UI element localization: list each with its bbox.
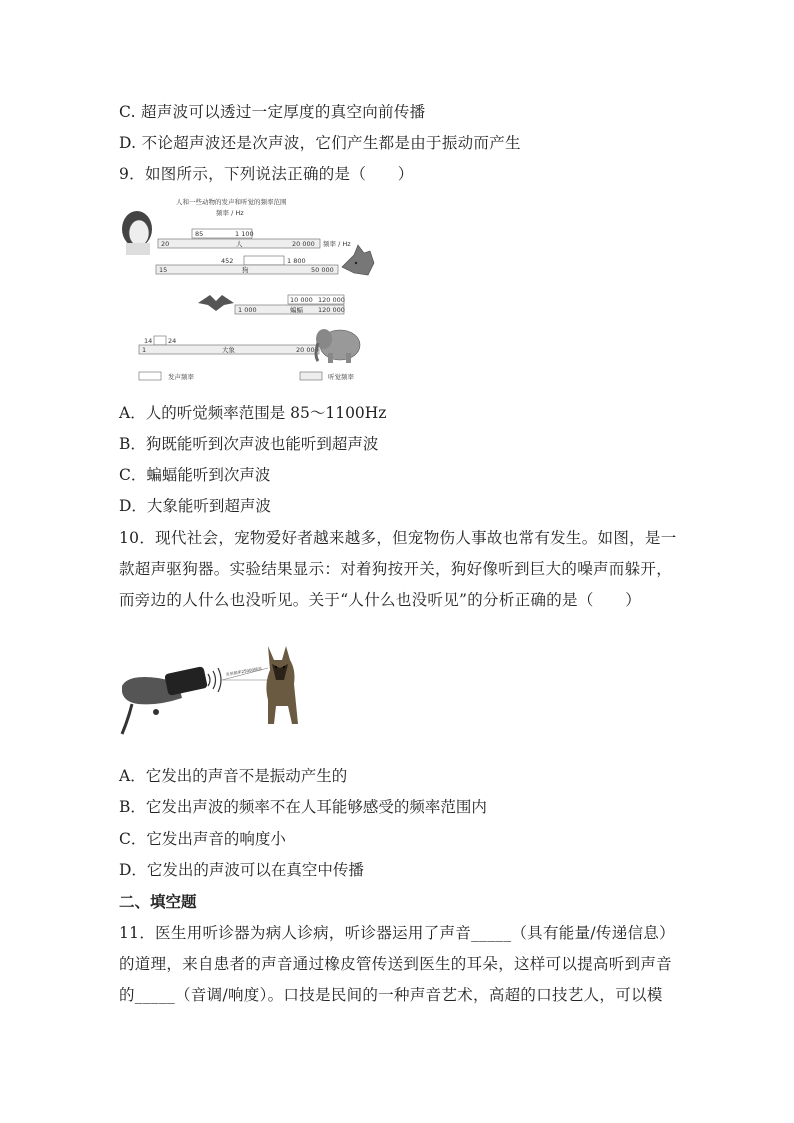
q10-option-b: B．它发出声波的频率不在人耳能够感受的频率范围内 (119, 798, 487, 816)
bat-voice-min: 10 000 (290, 296, 313, 304)
dog-head-icon (342, 245, 374, 275)
dog-hear-min: 15 (159, 266, 168, 274)
bat-hear-max: 120 000 (318, 306, 345, 314)
human-label: 人 (236, 240, 243, 248)
q9-stem: 9．如图所示，下列说法正确的是（ ） (119, 165, 414, 183)
q11-line2: 的道理，来自患者的声音通过橡皮管传送到医生的耳朵，这样可以提高听到声音 (119, 955, 673, 973)
dog-voice-max: 1 800 (287, 257, 306, 265)
legend-voice-swatch (139, 372, 161, 380)
elephant-hear-max: 20 000 (296, 346, 319, 354)
human-face-icon (122, 211, 152, 255)
dog-label: 狗 (242, 266, 249, 274)
q10-stem-line2: 款超声驱狗器。实验结果显示：对着狗按开关，狗好像听到巨大的噪声而躲开， (119, 560, 673, 578)
figure-title: 人和一些动物的发声和听觉的频率范围 (176, 198, 287, 206)
q9-option-c: C．蝙蝠能听到次声波 (119, 466, 271, 484)
elephant-hear-min: 1 (142, 346, 147, 354)
bat-icon (198, 295, 234, 311)
human-hear-max: 20 000 (292, 240, 315, 248)
q10-option-d: D．它发出的声波可以在真空中传播 (119, 861, 364, 879)
q10-stem-line1: 10．现代社会，宠物爱好者越来越多，但宠物伤人事故也常有发生。如图，是一 (119, 529, 677, 547)
human-voice-max: 1 100 (235, 230, 254, 238)
q9-option-b: B．狗既能听到次声波也能听到超声波 (119, 435, 379, 453)
dog-icon (266, 646, 298, 724)
q9-option-a: A．人的听觉频率范围是 85～1100Hz (119, 404, 387, 422)
sound-wave-icon (208, 668, 221, 692)
legend-hear-label: 听觉频率 (328, 373, 354, 381)
bat-label: 蝙蝠 (290, 306, 303, 314)
human-hear-min: 20 (161, 240, 170, 248)
elephant-voice-max: 24 (168, 337, 177, 345)
dog-hear-max: 50 000 (311, 266, 334, 274)
bat-voice-max: 120 000 (318, 296, 345, 304)
human-voice-min: 85 (195, 230, 204, 238)
q8-option-d: D. 不论超声波还是次声波，它们产生都是由于振动而产生 (119, 134, 521, 152)
frequency-range-figure (118, 193, 380, 385)
elephant-voice-min: 14 (144, 337, 153, 345)
legend-hear-swatch (300, 372, 322, 380)
beam-label: 发射频率25000赫兹 (225, 665, 263, 677)
q10-stem-line3: 而旁边的人什么也没听见。关于“人什么也没听见”的分析正确的是（ ） (119, 591, 642, 609)
elephant-icon (316, 329, 360, 363)
q11-line3: 的_____（音调/响度）。口技是民间的一种声音艺术，高超的口技艺人，可以模 (119, 986, 663, 1004)
legend-voice-label: 发声频率 (168, 373, 194, 381)
q10-option-a: A．它发出的声音不是振动产生的 (119, 767, 348, 785)
q9-option-d: D．大象能听到超声波 (119, 497, 271, 515)
figure-unit: 频率 / Hz (216, 209, 244, 217)
ultrasonic-dog-repeller-figure (118, 640, 308, 740)
q8-option-c: C. 超声波可以透过一定厚度的真空向前传播 (119, 103, 426, 121)
section-fill-in-blank-heading: 二、填空题 (119, 892, 197, 911)
dog-voice-min: 452 (221, 257, 234, 265)
hand-holding-device-icon (122, 666, 208, 734)
q11-line1: 11．医生用听诊器为病人诊病，听诊器运用了声音_____（具有能量/传递信息） (119, 924, 675, 942)
elephant-label: 大象 (222, 346, 235, 354)
figure-unit-right: 频率 / Hz (323, 240, 351, 248)
bat-hear-min: 1 000 (238, 306, 257, 314)
q10-option-c: C．它发出声音的响度小 (119, 830, 286, 848)
